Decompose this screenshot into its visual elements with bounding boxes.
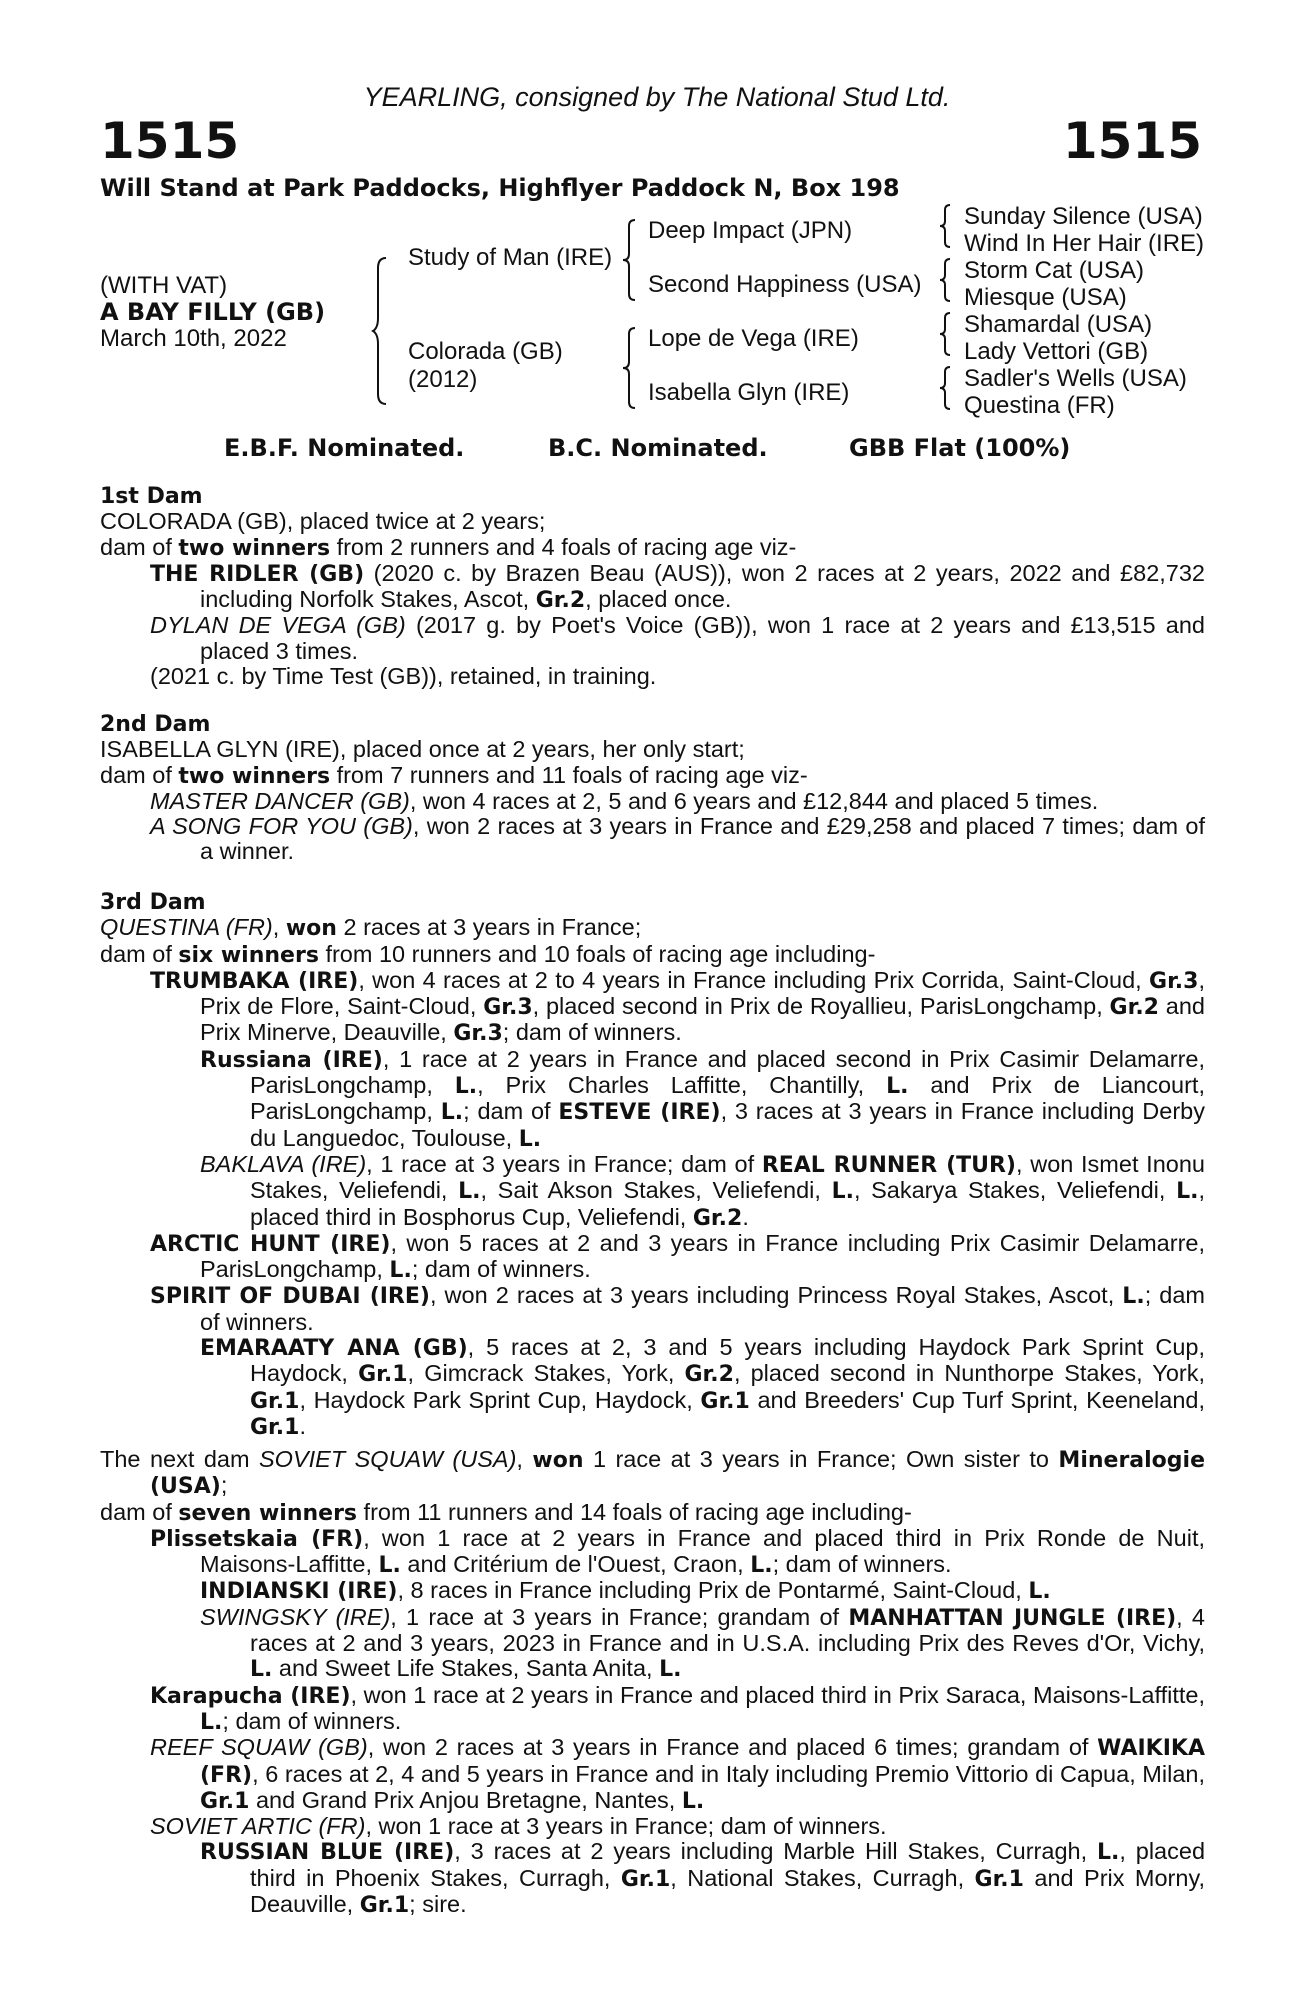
pedigree-bracket-g3	[938, 311, 954, 357]
granddam-1: Wind In Her Hair (IRE)	[964, 230, 1205, 257]
granddam-4: Questina (FR)	[964, 392, 1115, 419]
bc-nomination: B.C. Nominated.	[548, 434, 768, 462]
granddam-2: Miesque (USA)	[964, 284, 1127, 311]
horse-description: A BAY FILLY (GB)	[100, 298, 326, 326]
vat-label: (WITH VAT)	[100, 272, 228, 299]
produce-entry: (2021 c. by Time Test (GB)), retained, in training.	[150, 663, 657, 690]
grandsire-3: Shamardal (USA)	[964, 311, 1153, 338]
dam-line: COLORADA (GB), placed twice at 2 years;	[100, 508, 546, 535]
next-dam-section	[100, 1447, 1205, 1918]
third-dam-section	[100, 890, 1205, 1440]
produce-entry: SWINGSKY (IRE), 1 race at 3 years in France; grandam of MANHATTAN JUNGLE (IRE), 4 races at 2 and 3 years, 2023 in France and in U.S.A. including Prix des Reves d'Or, Vichy, L. and Sweet Life Stakes, Santa Anita, L.	[200, 1603, 1205, 1683]
grandsire-4: Sadler's Wells (USA)	[964, 365, 1187, 392]
produce-entry: Karapucha (IRE), won 1 race at 2 years in France and placed third in Prix Saraca, Maisons-Laffitte, L.; dam of winners.	[150, 1681, 1205, 1735]
produce-summary: dam of seven winners from 11 runners and 14 foals of racing age including-	[100, 1498, 912, 1526]
pedigree-bracket-sire	[621, 218, 641, 302]
produce-entry: Plissetskaia (FR), won 1 race at 2 years in France and placed third in Prix Ronde de Nuit, Maisons-Laffitte, L. and Critérium de l'Ouest, Craon, L.; dam of winners.	[150, 1524, 1206, 1579]
produce-entry: A SONG FOR YOU (GB), won 2 races at 3 years in France and £29,258 and placed 7 times; dam of a winner.	[150, 813, 1205, 865]
grandsire-2: Storm Cat (USA)	[964, 257, 1145, 284]
gbb-flat: GBB Flat (100%)	[849, 434, 1071, 462]
dam-name: Colorada (GB)	[408, 338, 563, 365]
produce-summary: dam of two winners from 7 runners and 11 foals of racing age viz-	[100, 761, 808, 789]
produce-entry: REEF SQUAW (GB), won 2 races at 3 years in France and placed 6 times; grandam of WAIKIKA (FR), 6 races at 2, 4 and 5 years in France and in Italy including Premio Vittorio di Capua, Milan, Gr.1 and Grand Prix Anjou Bretagne, Nantes, L.	[150, 1734, 1205, 1814]
dam-line: QUESTINA (FR), won 2 races at 3 years in France;	[100, 914, 642, 942]
produce-entry: SPIRIT OF DUBAI (IRE), won 2 races at 3 years including Princess Royal Stakes, Ascot, L.; dam of winners.	[150, 1282, 1205, 1335]
pedigree-bracket-g4	[938, 365, 954, 411]
pedigree-bracket-dam	[621, 326, 641, 410]
produce-entry: RUSSIAN BLUE (IRE), 3 races at 2 years including Marble Hill Stakes, Curragh, L., placed third in Phoenix Stakes, Curragh, Gr.1, National Stakes, Curragh, Gr.1 and Prix Morny, Deauville, Gr.1; sire.	[200, 1838, 1206, 1919]
produce-summary: dam of six winners from 10 runners and 10 foals of racing age including-	[100, 940, 876, 968]
produce-summary: dam of two winners from 2 runners and 4 foals of racing age viz-	[100, 533, 797, 561]
section-heading: 1st Dam	[100, 484, 203, 509]
pedigree-bracket-g1	[938, 203, 954, 249]
consignment-line: YEARLING, consigned by The National Stud Ltd.	[363, 82, 951, 112]
produce-entry: Russiana (IRE), 1 race at 2 years in France and placed second in Prix Casimir Delamarre, ParisLongchamp, L., Prix Charles Laffitte, Chantilly, L. and Prix de Liancourt, ParisLongchamp, L.; dam of ESTEVE (IRE), 3 races at 3 years in France including Derby du Languedoc, Toulouse, L.	[200, 1045, 1205, 1152]
produce-entry: SOVIET ARTIC (FR), won 1 race at 3 years in France; dam of winners.	[150, 1813, 887, 1840]
lot-number-left: 1515	[100, 112, 240, 170]
produce-entry: INDIANSKI (IRE), 8 races in France including Prix de Pontarmé, Saint-Cloud, L.	[200, 1577, 1051, 1605]
pedigree-bracket-g2	[938, 257, 954, 303]
dam-line: ISABELLA GLYN (IRE), placed once at 2 years, her only start;	[100, 736, 745, 763]
produce-entry: ARCTIC HUNT (IRE), won 5 races at 2 and 3 years in France including Prix Casimir Delamarre, ParisLongchamp, L.; dam of winners.	[150, 1229, 1205, 1284]
produce-entry: MASTER DANCER (GB), won 4 races at 2, 5 and 6 years and £12,844 and placed 5 times.	[150, 787, 1099, 814]
sire-dam: Second Happiness (USA)	[648, 271, 922, 298]
foaling-date: March 10th, 2022	[100, 325, 287, 352]
sire-name: Study of Man (IRE)	[408, 244, 613, 271]
sire-sire: Deep Impact (JPN)	[648, 217, 853, 244]
stand-location: Will Stand at Park Paddocks, Highflyer Paddock N, Box 198	[100, 174, 900, 202]
produce-entry: THE RIDLER (GB) (2020 c. by Brazen Beau (AUS)), won 2 races at 2 years, 2022 and £82,732 including Norfolk Stakes, Ascot, Gr.2, placed once.	[150, 559, 1206, 614]
dam-dam: Isabella Glyn (IRE)	[648, 379, 850, 406]
produce-entry: EMARAATY ANA (GB), 5 races at 2, 3 and 5 years including Haydock Park Sprint Cup, Haydock, Gr.1, Gimcrack Stakes, York, Gr.2, placed second in Nunthorpe Stakes, York, Gr.1, Haydock Park Sprint Cup, Haydock, Gr.1 and Breeders' Cup Turf Sprint, Keeneland, Gr.1.	[200, 1334, 1205, 1440]
ebf-nomination: E.B.F. Nominated.	[224, 434, 465, 462]
granddam-3: Lady Vettori (GB)	[964, 338, 1149, 365]
dam-sire: Lope de Vega (IRE)	[648, 325, 859, 352]
produce-entry: DYLAN DE VEGA (GB) (2017 g. by Poet's Voice (GB)), won 1 race at 2 years and £13,515 and placed 3 times.	[150, 612, 1205, 664]
lot-number-right: 1515	[1062, 112, 1202, 170]
first-dam-section	[100, 484, 1205, 689]
pedigree-bracket-main	[372, 256, 392, 406]
second-dam-section	[100, 712, 1205, 865]
section-heading: 3rd Dam	[100, 890, 206, 915]
section-heading: 2nd Dam	[100, 712, 211, 737]
dam-line: The next dam SOVIET SQUAW (USA), won 1 race at 3 years in France; Own sister to Mineralogie (USA);	[100, 1446, 1205, 1500]
produce-entry: TRUMBAKA (IRE), won 4 races at 2 to 4 years in France including Prix Corrida, Saint-Cloud, Gr.3, Prix de Flore, Saint-Cloud, Gr.3, placed second in Prix de Royallieu, ParisLongchamp, Gr.2 and Prix Minerve, Deauville, Gr.3; dam of winners.	[150, 966, 1205, 1047]
grandsire-1: Sunday Silence (USA)	[964, 203, 1203, 230]
produce-entry: BAKLAVA (IRE), 1 race at 3 years in France; dam of REAL RUNNER (TUR), won Ismet Inonu Stakes, Veliefendi, L., Sait Akson Stakes, Veliefendi, L., Sakarya Stakes, Veliefendi, L., placed third in Bosphorus Cup, Veliefendi, Gr.2.	[200, 1150, 1205, 1231]
dam-year: (2012)	[408, 366, 478, 393]
